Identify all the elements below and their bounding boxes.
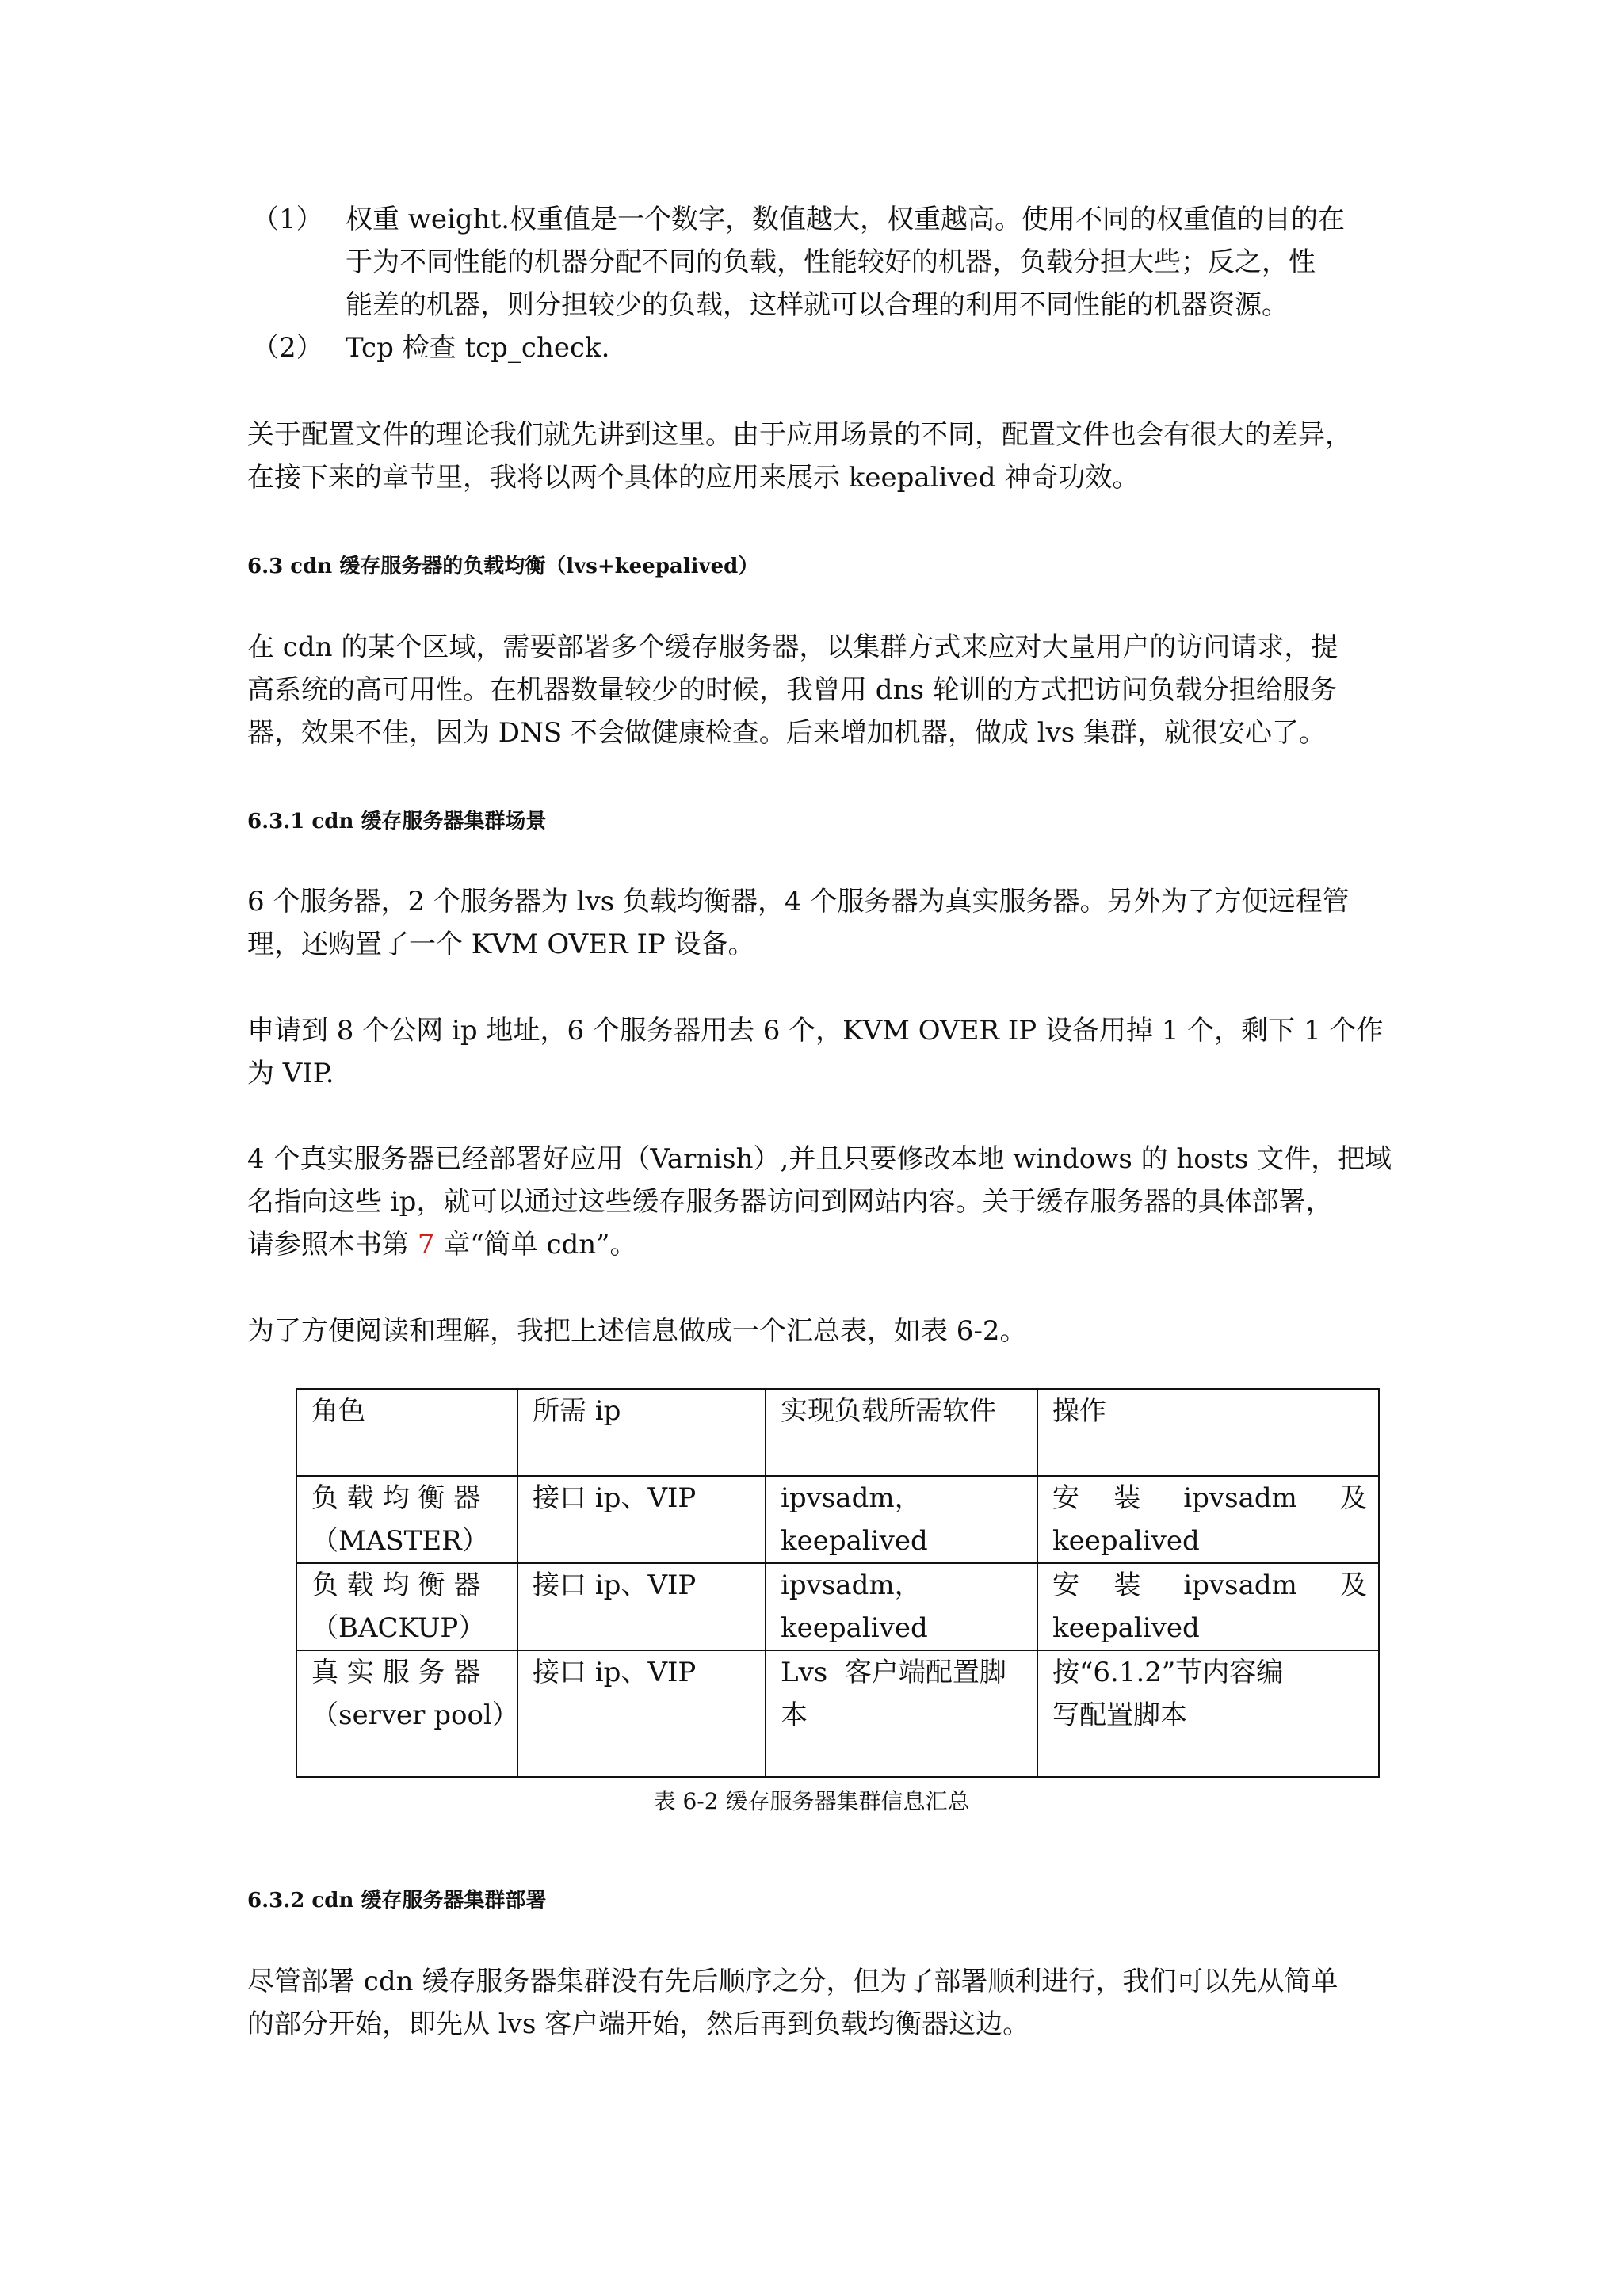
intro-line-2: 在接下来的章节里，我将以两个具体的应用来展示 keepalived 神奇功效。 [247, 462, 1140, 494]
op-line: keepalived [1052, 1525, 1200, 1557]
section-heading-6-3-2: 6.3.2 cdn 缓存服务器集群部署 [247, 1889, 547, 1913]
p-varnish-line-2: 名指向这些 ip，就可以通过这些缓存服务器访问到网站内容。关于缓存服务器的具体部署， [247, 1186, 1333, 1218]
table-cell-role [296, 1476, 517, 1563]
p-summary: 为了方便阅读和理解，我把上述信息做成一个汇总表，如表 6-2。 [247, 1315, 1027, 1347]
table-header-row [296, 1389, 1379, 1476]
role-line: （BACKUP） [311, 1612, 486, 1644]
role-line: （MASTER） [311, 1525, 489, 1557]
p-6-3-line-1: 在 cdn 的某个区域，需要部署多个缓存服务器，以集群方式来应对大量用户的访问请求，提 [247, 631, 1338, 663]
table-cell-operation [1037, 1476, 1379, 1563]
intro-line-1: 关于配置文件的理论我们就先讲到这里。由于应用场景的不同，配置文件也会有很大的差异， [247, 419, 1352, 451]
table-cell-role [296, 1563, 517, 1650]
table-header-role: 角色 [296, 1389, 517, 1476]
table-cell-operation [1037, 1563, 1379, 1650]
op-line: 安 装 ipvsadm 及 [1052, 1569, 1367, 1601]
p-varnish-line-3 [247, 1223, 637, 1266]
p-ips-line-1: 申请到 8 个公网 ip 地址，6 个服务器用去 6 个，KVM OVER IP 设备用掉 1 个，剩下 1 个作 [247, 1015, 1384, 1047]
p-varnish-line-1: 4 个真实服务器已经部署好应用（Varnish）,并且只要修改本地 windows 的 hosts 文件，把域 [247, 1143, 1392, 1175]
chapter-7-link[interactable]: 7 [417, 1229, 435, 1261]
role-line: （server pool） [311, 1699, 519, 1731]
list-number-1: （1） [252, 204, 323, 235]
list-item-1-line-1: 权重 weight.权重值是一个数字，数值越大，权重越高。使用不同的权重值的目的在 [346, 204, 1346, 235]
table-header-software: 实现负载所需软件 [766, 1389, 1037, 1476]
role-line: 真 实 服 务 器 [311, 1657, 481, 1688]
table-cell-software [766, 1563, 1037, 1650]
p-6-3-line-3: 器，效果不佳，因为 DNS 不会做健康检查。后来增加机器，做成 lvs 集群，就很安心了。 [247, 717, 1327, 749]
p-varnish-line-3-after: 章“简单 cdn”。 [434, 1229, 637, 1261]
table-cell-software [766, 1650, 1037, 1777]
table-header-operation: 操作 [1037, 1389, 1379, 1476]
table-header-ip: 所需 ip [517, 1389, 766, 1476]
software-line: Lvs 客户端配置脚 [781, 1657, 1006, 1688]
table-cell-ip: 接口 ip、VIP [517, 1563, 766, 1650]
p-deploy-line-2: 的部分开始，即先从 lvs 客户端开始，然后再到负载均衡器这边。 [247, 2008, 1030, 2040]
table-row [296, 1563, 1379, 1650]
p-varnish-line-3-before: 请参照本书第 [247, 1229, 418, 1261]
p-deploy-line-1: 尽管部署 cdn 缓存服务器集群没有先后顺序之分，但为了部署顺利进行，我们可以先从简单 [247, 1966, 1338, 1997]
cluster-info-table [296, 1388, 1380, 1778]
op-line: 按“6.1.2”节内容编 [1052, 1657, 1284, 1688]
section-heading-6-3: 6.3 cdn 缓存服务器的负载均衡（lvs+keepalived） [247, 555, 759, 578]
p-servers-line-1: 6 个服务器，2 个服务器为 lvs 负载均衡器，4 个服务器为真实服务器。另外为了方便远程管 [247, 886, 1350, 917]
op-line: keepalived [1052, 1612, 1200, 1644]
table-row [296, 1650, 1379, 1777]
list-item-2-line-1: Tcp 检查 tcp_check. [346, 332, 610, 364]
software-line: ipvsadm，keepalived [781, 1569, 928, 1644]
section-heading-6-3-1: 6.3.1 cdn 缓存服务器集群场景 [247, 810, 547, 833]
p-servers-line-2: 理，还购置了一个 KVM OVER IP 设备。 [247, 929, 755, 960]
software-line: ipvsadm，keepalived [781, 1482, 928, 1557]
table-row [296, 1476, 1379, 1563]
software-line: 本 [781, 1699, 808, 1731]
list-number-2: （2） [252, 332, 323, 364]
p-ips-line-2: 为 VIP. [247, 1058, 334, 1089]
role-line: 负 载 均 衡 器 [311, 1569, 481, 1601]
list-item-1-line-2: 于为不同性能的机器分配不同的负载，性能较好的机器，负载分担大些；反之，性 [346, 246, 1316, 278]
role-line: 负 载 均 衡 器 [311, 1482, 481, 1514]
table-cell-ip: 接口 ip、VIP [517, 1650, 766, 1777]
op-line: 写配置脚本 [1052, 1699, 1187, 1731]
table-cell-operation [1037, 1650, 1379, 1777]
table-cell-role [296, 1650, 517, 1777]
p-6-3-line-2: 高系统的高可用性。在机器数量较少的时候，我曾用 dns 轮训的方式把访问负载分担给服务 [247, 674, 1337, 706]
table-cell-software [766, 1476, 1037, 1563]
op-line: 安 装 ipvsadm 及 [1052, 1482, 1367, 1514]
table-caption: 表 6-2 缓存服务器集群信息汇总 [653, 1788, 970, 1814]
table-cell-ip: 接口 ip、VIP [517, 1476, 766, 1563]
list-item-1-line-3: 能差的机器，则分担较少的负载，这样就可以合理的利用不同性能的机器资源。 [346, 289, 1289, 321]
